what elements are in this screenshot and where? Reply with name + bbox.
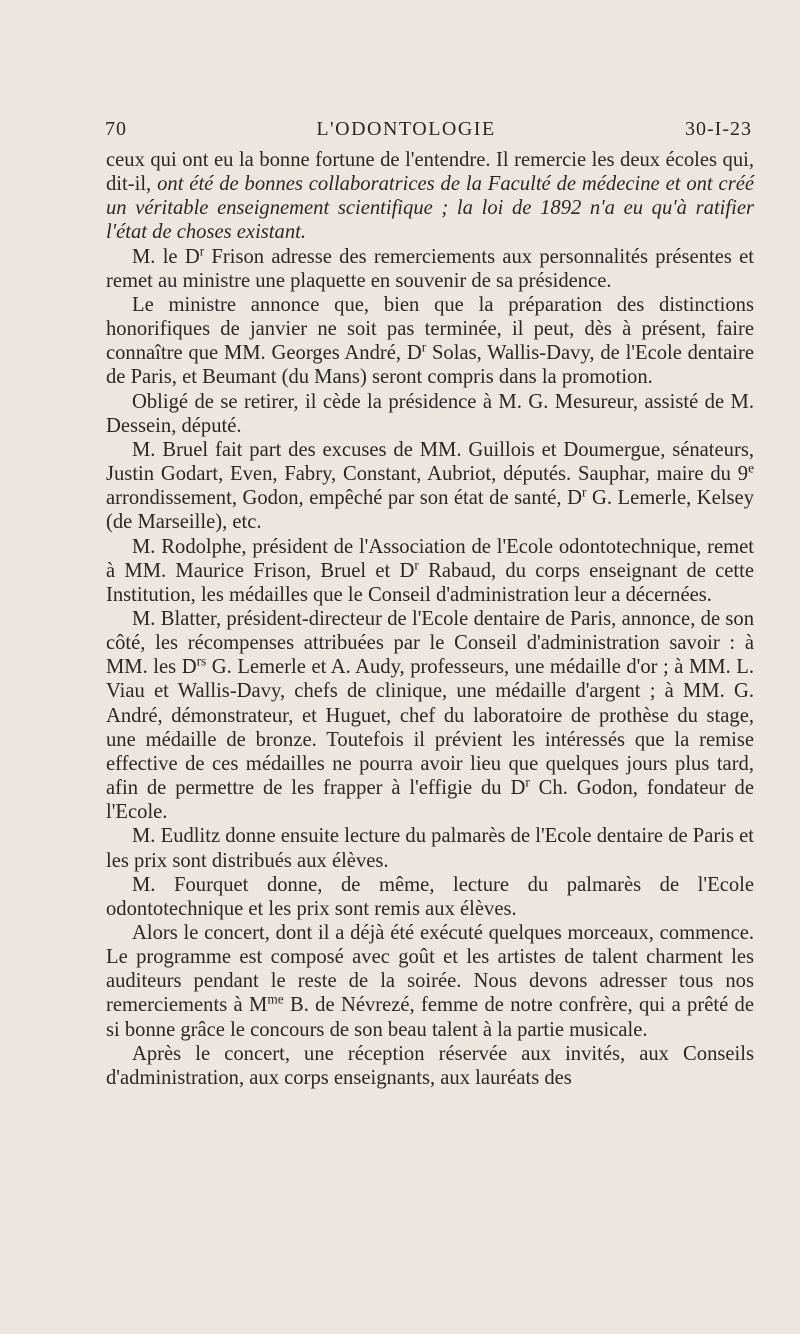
page-number: 70	[105, 118, 127, 140]
paragraph: Alors le concert, dont il a déjà été exécuté quelques morceaux, commence. Le programme est composé avec goût et les artistes de talent charment les auditeurs pendant le reste de la soirée. Nous devons adresser tous nos remerciements à $M^{me}$ B. de Névrezé, femme de notre confrère, qui a prêté de si bonne grâce le concours de son beau talent à la partie musicale.	[106, 922, 754, 1041]
paragraph: M. Eudlitz donne ensuite lecture du palmarès de l'Ecole dentaire de Paris et les prix sont distribués aux élèves.	[106, 825, 754, 872]
running-header	[105, 118, 752, 141]
paragraph: M. Bruel fait part des excuses de MM. Guillois et Doumergue, sénateurs, Justin Godart, Even, Fabry, Constant, Aubriot, députés. Sauphar, maire du 9e arrondissement, Godon, empêché par son état de santé, $D^r$ G. Lemerle, Kelsey (de Marseille), etc.	[106, 438, 754, 534]
paragraph: M. Rodolphe, président de l'Association de l'Ecole odontotechnique, remet à MM. Maurice Frison, Bruel et $D^r$ Rabaud, du corps enseignant de cette Institution, les médailles que le Conseil d'administration leur a décernées.	[106, 535, 755, 606]
paragraph: ceux qui ont eu la bonne fortune de l'entendre. Il remercie les deux écoles qui, dit-il, ont été de bonnes collaboratrices de la Faculté de médecine et ont créé un véritable enseignement scientifique ; la loi de 1892 n'a eu qu'à ratifier l'état de choses existant.	[106, 149, 754, 244]
body-text	[106, 148, 754, 1090]
paragraph: M. Fourquet donne, de même, lecture du palmarès de l'Ecole odontotechnique et les prix sont remis aux élèves.	[106, 873, 754, 920]
paragraph: Après le concert, une réception réservée aux invités, aux Conseils d'administration, aux corps enseignants, aux lauréats des	[106, 1042, 754, 1089]
paragraph: M. Blatter, président-directeur de l'Ecole dentaire de Paris, annonce, de son côté, les récompenses attribuées par le Conseil d'administration savoir : à MM. les $D^{rs}$ G. Lemerle et A. Audy, professeurs, une médaille d'or ; à MM. L. Viau et Wallis-Davy, chefs de clinique, une médaille d'argent ; à MM. G. André, démonstrateur, et Huguet, chef du laboratoire de prothèse du stage, une médaille de bronze. Toutefois il prévient les intéressés que la remise effective de ces médailles ne pourra avoir lieu que quelques jours plus tard, afin de permettre de les frapper à l'effigie du $D^r$ Ch. Godon, fondateur de l'Ecole.	[106, 607, 754, 824]
journal-title: L'ODONTOLOGIE	[316, 118, 496, 140]
paragraph: M. le $D^r$ Frison adresse des remerciements aux personnalités présentes et remet au ministre une plaquette en souvenir de sa présidence.	[106, 243, 754, 292]
issue-date: 30-I-23	[685, 118, 752, 140]
paragraph: Obligé de se retirer, il cède la présidence à M. G. Mesureur, assisté de M. Dessein, député.	[106, 390, 754, 437]
italic-quote: ont été de bonnes collaboratrices de la Faculté de médecine et ont créé un véritable enseignement scientifique ; la loi de 1892 n'a eu qu'à ratifier l'état de choses existant.	[106, 173, 754, 244]
paragraph: Le ministre annonce que, bien que la préparation des distinctions honorifiques de janvier ne soit pas terminée, il peut, dès à présent, faire connaître que MM. Georges André, $D^r$ Solas, Wallis-Davy, de l'Ecole dentaire de Paris, et Beumant (du Mans) seront compris dans la promotion.	[106, 293, 754, 389]
